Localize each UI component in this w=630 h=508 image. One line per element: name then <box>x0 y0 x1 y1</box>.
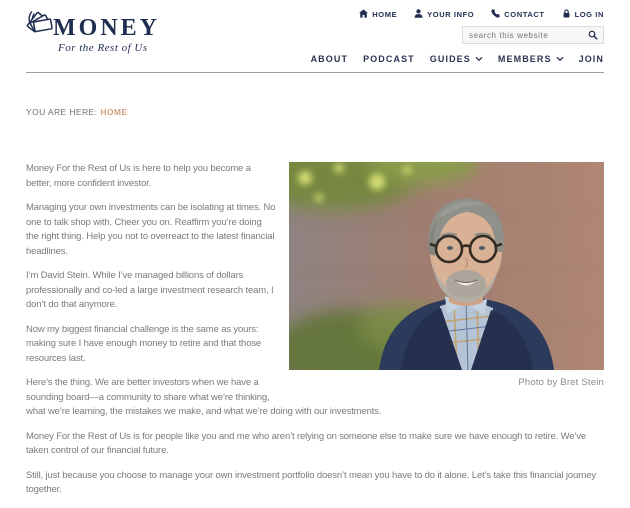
utility-nav-log-in[interactable] <box>562 9 604 20</box>
nav-item-guides[interactable] <box>430 53 483 64</box>
utility-nav-label: YOUR INFO <box>427 10 475 19</box>
paragraph: I’m David Stein. While I’ve managed billions of dollars professionally and co-led a large investment research team, I don’t do that anymore. <box>26 270 274 310</box>
site-search <box>462 26 604 44</box>
user-icon <box>414 9 423 20</box>
nav-item-label: GUIDES <box>429 53 471 64</box>
lock-icon <box>562 9 571 20</box>
main-nav <box>311 53 604 64</box>
brand-name: MONEY <box>53 15 160 41</box>
paragraph: Managing your own investments can be isolating at times. No one to talk shop with. Cheer you on. Reaffirm you’re doing the right thing. Help you not to overreact to the latest financial headlines. <box>26 202 276 257</box>
utility-nav-home[interactable] <box>359 9 397 20</box>
main-content <box>26 162 604 508</box>
paragraph: Money For the Rest of Us is for people like you and me who aren’t relying on someone else to make sure we have enough to retire. We’ve taken control of our financial future. <box>26 430 587 456</box>
nav-item-join[interactable] <box>579 54 604 64</box>
home-icon <box>359 9 368 20</box>
breadcrumb-home-link[interactable]: HOME <box>100 107 128 117</box>
search-icon <box>588 28 598 43</box>
nav-item-label: JOIN <box>578 53 604 64</box>
nav-item-podcast[interactable] <box>363 54 415 64</box>
chevron-down-icon <box>556 54 564 64</box>
site-header <box>26 0 604 73</box>
phone-icon <box>491 9 500 20</box>
search-button[interactable] <box>588 28 603 43</box>
portrait-photo-david-stein <box>289 162 604 370</box>
money-fan-icon <box>26 8 56 43</box>
utility-nav-label: LOG IN <box>574 10 604 19</box>
site-logo[interactable] <box>26 7 160 54</box>
nav-item-label: ABOUT <box>310 53 349 64</box>
nav-item-about[interactable] <box>311 54 349 64</box>
photo-caption: Photo by Bret Stein <box>518 377 604 388</box>
paragraph: Money For the Rest of Us is here to help you become a better, more confident investor. <box>26 163 251 189</box>
nav-item-label: PODCAST <box>363 53 415 64</box>
search-input[interactable] <box>463 31 588 40</box>
paragraph: Now my biggest financial challenge is the same as yours: making sure I have enough money to retire and that those resources last. <box>26 323 262 364</box>
page <box>26 0 604 508</box>
breadcrumb <box>26 73 604 117</box>
paragraph: Here’s the thing. We are better investors when we have a sounding board—a community to share what we’re thinking, what we’re learning, the mistakes we make, and what we’re doing with our investments. <box>26 377 382 417</box>
utility-nav-label: CONTACT <box>504 10 545 19</box>
chevron-down-icon <box>475 54 483 64</box>
portrait-figure <box>289 162 604 388</box>
utility-nav <box>359 9 604 20</box>
breadcrumb-prefix: YOU ARE HERE: <box>26 107 98 117</box>
paragraph: Still, just because you choose to manage your own investment portfolio doesn’t mean you have to do it alone. Let’s take this financial journey together. <box>26 469 596 495</box>
utility-nav-your-info[interactable] <box>414 9 474 20</box>
utility-nav-label: HOME <box>372 10 398 19</box>
nav-item-label: MEMBERS <box>497 53 552 64</box>
header-right <box>311 7 604 64</box>
nav-item-members[interactable] <box>498 53 564 64</box>
brand-tagline: For the Rest of Us <box>58 42 148 54</box>
utility-nav-contact[interactable] <box>491 9 544 20</box>
